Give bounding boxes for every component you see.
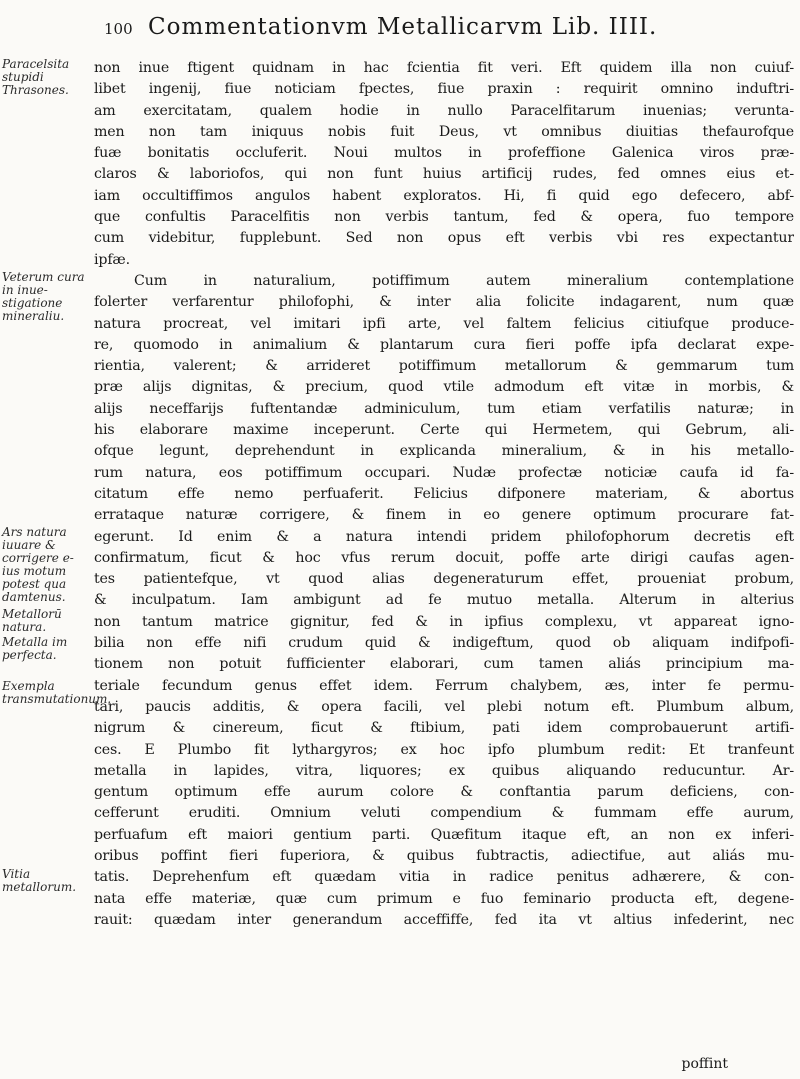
text-line: ces. E Plumbo fit lythargyros; ex hoc ipfo plumbum redit: Et tranfeunt bbox=[94, 741, 794, 758]
text-line: am exercitatam, qualem hodie in nullo Paracelfitarum inuenias; veruntа- bbox=[94, 102, 794, 119]
text-line: fuæ bonitatis occluferit. Noui multos in profeffione Galenica viros præ- bbox=[94, 145, 794, 162]
text-line: teriale fecundum genus effet idem. Ferrum chalybem, æs, inter fe permu- bbox=[94, 677, 794, 694]
text-line: his elaborare maxime inceperunt. Certe qui Hermetem, qui Gebrum, ali- bbox=[94, 422, 794, 439]
text-line: rauit: quædam inter generandum acceffiffe, fed ita vt altius infederint, nec bbox=[94, 911, 794, 928]
text-line: iam occultiffimos angulos habent exploratos. Hi, fi quid ego defecero, abf- bbox=[94, 187, 794, 204]
text-line: libet ingenij, fiue noticiam fpectes, fiue praxin : requirit omnino induftri- bbox=[94, 81, 794, 98]
text-line: natura procreat, vel imitari ipfi arte, vel faltem felicius citiufque produce- bbox=[94, 315, 794, 332]
running-head: Commentationvm Metallicarvm Lib. IIII. bbox=[148, 14, 658, 40]
text-line: perfuafum eft maiori gentium parti. Quæfitum itaque eft, an non ex inferi- bbox=[94, 826, 794, 843]
text-line: cefferunt eruditi. Omnium veluti compendium & fummam effe aurum, bbox=[94, 805, 794, 822]
text-line: non tantum matrice gignitur, fed & in ipfius complexu, vt appareat igno- bbox=[94, 613, 794, 630]
text-line: re, quomodo in animalium & plantarum cura fieri poffe ipfa declarat expe- bbox=[94, 336, 794, 353]
body-text bbox=[94, 58, 794, 931]
catchword: poffint bbox=[681, 1056, 728, 1072]
text-line: alijs neceffarijs fuftentandæ adminiculum, tum etiam verfatilis naturæ; in bbox=[94, 400, 794, 417]
text-line: tes patientefque, vt quod alias degeneraturum effet, proueniat probum, bbox=[94, 571, 794, 588]
text-line: non inue ftigent quidnam in hac fcientia fit veri. Eft quidem illa non cuiuf- bbox=[94, 60, 794, 76]
text-line: rientia, valerent; & arrideret potiffimum metallorum & gemmarum tum bbox=[94, 358, 794, 375]
text-line: egerunt. Id enim & a natura intendi pridem philofophorum decretis eft bbox=[94, 528, 794, 545]
margin-note: Paracelsita stupidi Thrasones. bbox=[2, 57, 70, 97]
text-line: præ alijs dignitas, & precium, quod vtile admodum eft vitæ in morbis, & bbox=[94, 379, 794, 396]
text-line: men non tam iniquus nobis fuit Deus, vt omnibus diuitias thefaurofque bbox=[94, 123, 794, 140]
text-line: ipfæ. bbox=[94, 251, 130, 268]
text-line: confirmatum, ficut & hoc vfus rerum docuit, poffe arte dirigi caufas agen- bbox=[94, 549, 794, 566]
text-line: nata effe materiæ, quæ cum primum e fuo feminario producta eft, degene- bbox=[94, 890, 794, 907]
text-line: folerter verfarentur philofophi, & inter alia folicite indagarent, num quæ bbox=[94, 294, 794, 311]
text-line: oribus poffint fieri fuperiora, & quibus fubtractis, adiectifue, aut aliás mu- bbox=[94, 847, 794, 864]
text-line: citatum effe nemo perfuaferit. Felicius difponere materiam, & abortus bbox=[94, 485, 794, 502]
text-line: Cum in naturalium, potiffimum autem mineralium contemplatione bbox=[134, 272, 794, 289]
margin-note: Metallorū natura. bbox=[2, 607, 62, 634]
margin-note: Exempla transmutationum. bbox=[2, 679, 112, 706]
text-line: rum natura, eos potiffimum occupari. Nudæ profectæ noticiæ caufa id fa- bbox=[94, 464, 794, 481]
text-line: errataque naturæ corrigere, & finem in eo genere optimum procurare fat- bbox=[94, 507, 794, 524]
text-line: tatis. Deprehenfum eft quædam vitia in radice penitus adhærere, & con- bbox=[94, 869, 794, 886]
text-line: tari, paucis additis, & opera facili, vel plebi notum eft. Plumbum album, bbox=[94, 698, 794, 715]
text-line: bilia non effe nifi crudum quid & indigeftum, quod ob aliquam indifpofi- bbox=[94, 635, 794, 652]
text-line: tionem non potuit fufficienter elaborari, cum tamen aliás principium ma- bbox=[94, 656, 794, 673]
margin-note: Metalla im perfecta. bbox=[2, 635, 68, 662]
page-number: 100 bbox=[104, 20, 133, 38]
text-line: ofque legunt, deprehendunt in explicanda mineralium, & in his metallo- bbox=[94, 443, 794, 460]
text-line: claros & laboriofos, qui non funt huius artificij rudes, fed omnes eius et- bbox=[94, 166, 794, 183]
text-line: que confultis Paracelfitis non verbis tantum, fed & opera, fuo tempore bbox=[94, 209, 794, 226]
margin-note: Vitia metallorum. bbox=[2, 867, 77, 894]
text-line: nigrum & cinereum, ficut & ftibium, pati idem comprobauerunt artifi- bbox=[94, 720, 794, 737]
text-line: gentum optimum effe aurum colore & conftantia parum deficiens, con- bbox=[94, 784, 794, 801]
page-header bbox=[104, 14, 794, 42]
text-line: metalla in lapides, vitra, liquores; ex quibus aliquando reducuntur. Ar- bbox=[94, 762, 794, 779]
text-line: cum videbitur, fupplebunt. Sed non opus eft verbis vbi res expectantur bbox=[94, 230, 794, 247]
text-line: & inculpatum. Iam ambigunt ad fe mutuo metalla. Alterum in alterius bbox=[94, 592, 794, 609]
margin-note: Ars natura iuuare & corrigere e-ius motum potest qua damtenus. bbox=[2, 525, 74, 604]
margin-note: Veterum cura in inue-stigatione mineraliu. bbox=[2, 270, 85, 323]
